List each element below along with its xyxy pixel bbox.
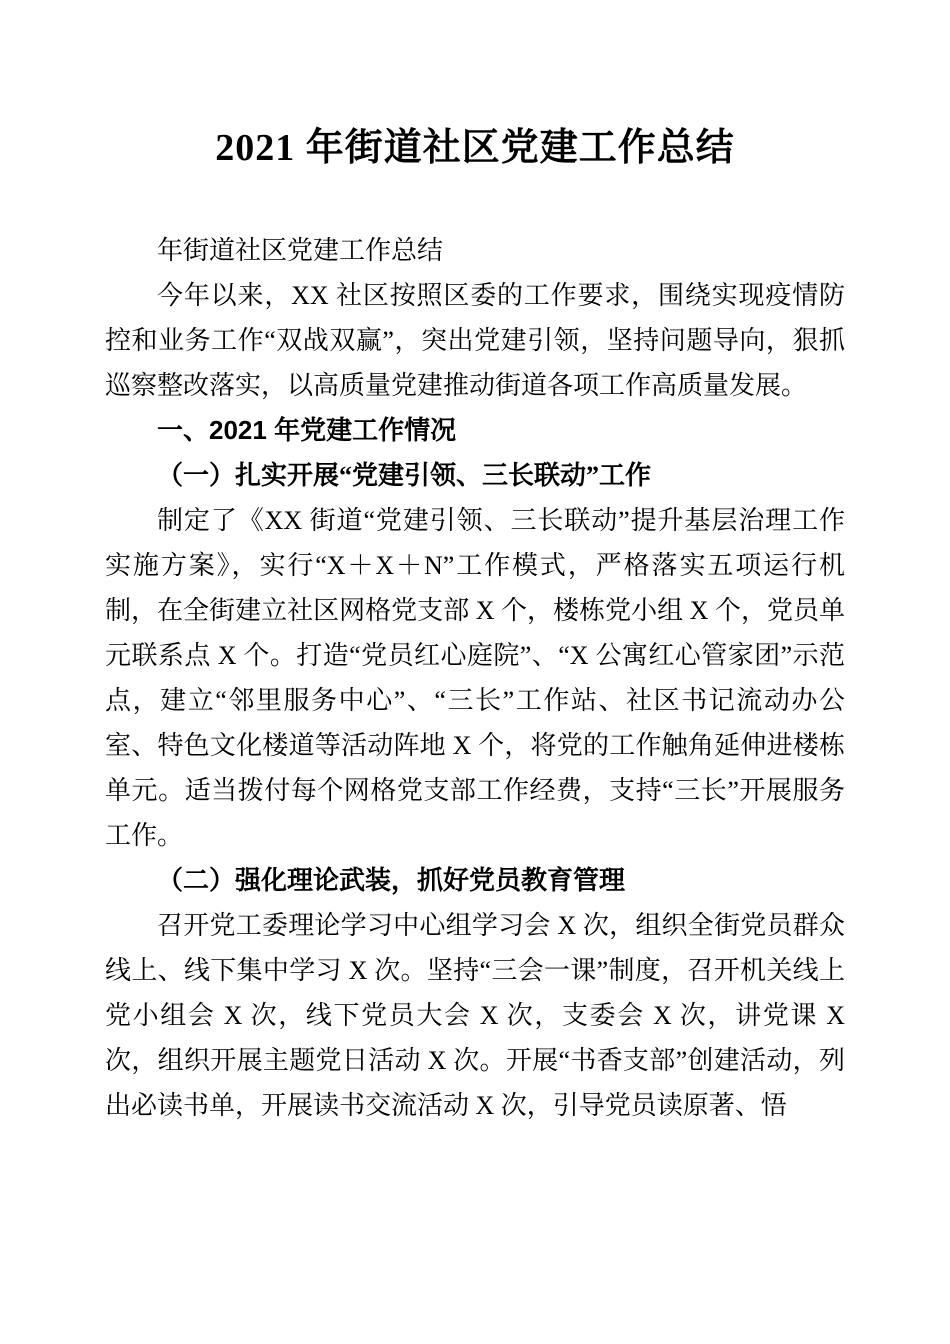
subsection-heading-theory-education: （二）强化理论武装，抓好党员教育管理 — [157, 866, 626, 895]
document-title: 2021 年街道社区党建工作总结 — [215, 127, 735, 169]
paragraph-theory-education-detail: 召开党工委理论学习中心组学习会 X 次，组织全街党员群众线上、线下集中学习 X 次。坚持“三会一课”制度，召开机关线上党小组会 X 次，线下党员大会 X 次，支委会 X 次，讲党课 X 次，组织开展主题党日活动 X 次。开展“书香支部”创建活动，列出必读书单，开展读书交流活动 X 次，引导党员读原著、悟 — [105, 911, 845, 1120]
paragraph-overview: 今年以来，XX 社区按照区委的工作要求，围绕实现疫情防控和业务工作“双战双赢”，突出党建引领，坚持问题导向，狠抓巡察整改落实，以高质量党建推动街道各项工作高质量发展。 — [105, 281, 845, 400]
subsection-heading-three-chiefs-linkage: （一）扎实开展“党建引领、三长联动”工作 — [157, 461, 652, 490]
paragraph-title-repeat-line: 年街道社区党建工作总结 — [157, 236, 444, 265]
section-heading-party-building-overview: 一、2021 年党建工作情况 — [157, 415, 457, 445]
paragraph-three-chiefs-linkage-detail: 制定了《XX 街道“党建引领、三长联动”提升基层治理工作实施方案》，实行“X＋X＋N”工作模式，严格落实五项运行机制，在全街建立社区网格党支部 X 个，楼栋党小组 X 个，党员单元联系点 X 个。打造“党员红心庭院”、“X 公寓红心管家团”示范点，建立“邻里服务中心”、“三长”工作站、社区书记流动办公室、特色文化楼道等活动阵地 X 个，将党的工作触角延伸进楼栋单元。适当拨付每个网格党支部工作经费，支持“三长”开展服务工作。 — [105, 506, 845, 850]
